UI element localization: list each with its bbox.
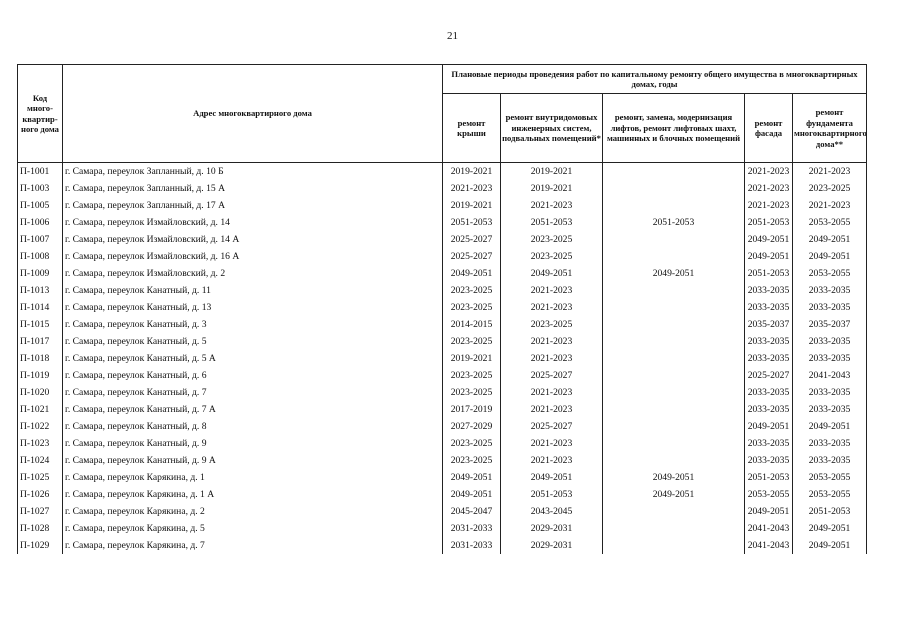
cell-engineering: 2025-2027	[501, 418, 603, 435]
cell-roof: 2019-2021	[443, 350, 501, 367]
page-number: 21	[447, 30, 458, 42]
cell-facade: 2051-2053	[745, 265, 793, 282]
cell-foundation: 2053-2055	[793, 265, 867, 282]
table-row	[18, 316, 867, 333]
cell-foundation: 2033-2035	[793, 401, 867, 418]
cell-engineering: 2023-2025	[501, 316, 603, 333]
cell-address: г. Самара, переулок Канатный, д. 9	[63, 435, 443, 452]
cell-code: П-1020	[18, 384, 63, 401]
cell-code: П-1013	[18, 282, 63, 299]
cell-address: г. Самара, переулок Измайловский, д. 2	[63, 265, 443, 282]
cell-address: г. Самара, переулок Канатный, д. 7 А	[63, 401, 443, 418]
table-row	[18, 452, 867, 469]
table-row	[18, 333, 867, 350]
cell-code: П-1001	[18, 163, 63, 181]
cell-lifts	[603, 231, 745, 248]
cell-code: П-1024	[18, 452, 63, 469]
cell-roof: 2023-2025	[443, 367, 501, 384]
cell-foundation: 2033-2035	[793, 282, 867, 299]
cell-engineering: 2029-2031	[501, 537, 603, 554]
cell-code: П-1027	[18, 503, 63, 520]
cell-foundation: 2035-2037	[793, 316, 867, 333]
cell-roof: 2025-2027	[443, 248, 501, 265]
cell-lifts: 2049-2051	[603, 486, 745, 503]
cell-code: П-1025	[18, 469, 63, 486]
cell-roof: 2031-2033	[443, 537, 501, 554]
cell-roof: 2027-2029	[443, 418, 501, 435]
cell-facade: 2041-2043	[745, 520, 793, 537]
cell-address: г. Самара, переулок Запланный, д. 15 А	[63, 180, 443, 197]
cell-roof: 2021-2023	[443, 180, 501, 197]
cell-lifts	[603, 248, 745, 265]
cell-address: г. Самара, переулок Карякина, д. 5	[63, 520, 443, 537]
table-row	[18, 350, 867, 367]
table-row	[18, 282, 867, 299]
cell-roof: 2049-2051	[443, 486, 501, 503]
table-row	[18, 520, 867, 537]
capital-repair-table	[17, 64, 867, 554]
cell-foundation: 2033-2035	[793, 350, 867, 367]
cell-code: П-1008	[18, 248, 63, 265]
cell-foundation: 2053-2055	[793, 486, 867, 503]
cell-roof: 2023-2025	[443, 299, 501, 316]
cell-facade: 2049-2051	[745, 231, 793, 248]
cell-roof: 2023-2025	[443, 333, 501, 350]
cell-facade: 2053-2055	[745, 486, 793, 503]
cell-roof: 2019-2021	[443, 197, 501, 214]
cell-engineering: 2023-2025	[501, 248, 603, 265]
cell-roof: 2049-2051	[443, 469, 501, 486]
cell-facade: 2033-2035	[745, 282, 793, 299]
table-row	[18, 537, 867, 554]
cell-lifts: 2049-2051	[603, 469, 745, 486]
cell-facade: 2021-2023	[745, 197, 793, 214]
cell-code: П-1021	[18, 401, 63, 418]
cell-foundation: 2053-2055	[793, 469, 867, 486]
cell-code: П-1015	[18, 316, 63, 333]
table-row	[18, 384, 867, 401]
cell-lifts	[603, 350, 745, 367]
table-row	[18, 265, 867, 282]
cell-facade: 2033-2035	[745, 435, 793, 452]
cell-address: г. Самара, переулок Канатный, д. 13	[63, 299, 443, 316]
cell-lifts	[603, 520, 745, 537]
table-row	[18, 214, 867, 231]
cell-address: г. Самара, переулок Карякина, д. 1 А	[63, 486, 443, 503]
cell-lifts	[603, 435, 745, 452]
cell-engineering: 2021-2023	[501, 384, 603, 401]
cell-roof: 2051-2053	[443, 214, 501, 231]
cell-lifts	[603, 180, 745, 197]
cell-address: г. Самара, переулок Карякина, д. 7	[63, 537, 443, 554]
cell-lifts	[603, 367, 745, 384]
cell-code: П-1007	[18, 231, 63, 248]
cell-engineering: 2043-2045	[501, 503, 603, 520]
cell-address: г. Самара, переулок Запланный, д. 10 Б	[63, 163, 443, 181]
cell-foundation: 2049-2051	[793, 418, 867, 435]
cell-foundation: 2021-2023	[793, 197, 867, 214]
header-lifts: ремонт, замена, модернизация лифтов, ремонт лифтовых шахт, машинных и блочных помещений	[603, 94, 745, 163]
cell-engineering: 2021-2023	[501, 401, 603, 418]
cell-address: г. Самара, переулок Канатный, д. 11	[63, 282, 443, 299]
cell-code: П-1018	[18, 350, 63, 367]
cell-engineering: 2051-2053	[501, 214, 603, 231]
cell-foundation: 2049-2051	[793, 231, 867, 248]
cell-facade: 2033-2035	[745, 299, 793, 316]
cell-facade: 2035-2037	[745, 316, 793, 333]
cell-roof: 2045-2047	[443, 503, 501, 520]
table-row	[18, 435, 867, 452]
table-row	[18, 248, 867, 265]
table-row	[18, 469, 867, 486]
cell-roof: 2023-2025	[443, 384, 501, 401]
cell-address: г. Самара, переулок Канатный, д. 9 А	[63, 452, 443, 469]
cell-facade: 2033-2035	[745, 452, 793, 469]
cell-code: П-1009	[18, 265, 63, 282]
cell-engineering: 2019-2021	[501, 180, 603, 197]
cell-foundation: 2033-2035	[793, 435, 867, 452]
cell-foundation: 2041-2043	[793, 367, 867, 384]
cell-facade: 2049-2051	[745, 248, 793, 265]
cell-foundation: 2033-2035	[793, 452, 867, 469]
cell-address: г. Самара, переулок Канатный, д. 7	[63, 384, 443, 401]
cell-lifts	[603, 537, 745, 554]
cell-roof: 2023-2025	[443, 452, 501, 469]
table-row	[18, 197, 867, 214]
cell-engineering: 2025-2027	[501, 367, 603, 384]
table-row	[18, 299, 867, 316]
cell-code: П-1022	[18, 418, 63, 435]
cell-roof: 2025-2027	[443, 231, 501, 248]
cell-engineering: 2021-2023	[501, 435, 603, 452]
cell-code: П-1014	[18, 299, 63, 316]
cell-code: П-1026	[18, 486, 63, 503]
cell-facade: 2021-2023	[745, 180, 793, 197]
table-header	[18, 65, 867, 163]
cell-roof: 2019-2021	[443, 163, 501, 181]
cell-foundation: 2023-2025	[793, 180, 867, 197]
cell-code: П-1006	[18, 214, 63, 231]
cell-lifts	[603, 418, 745, 435]
cell-address: г. Самара, переулок Канатный, д. 6	[63, 367, 443, 384]
cell-engineering: 2021-2023	[501, 197, 603, 214]
table-row	[18, 401, 867, 418]
table-row	[18, 231, 867, 248]
cell-roof: 2023-2025	[443, 282, 501, 299]
cell-engineering: 2049-2051	[501, 265, 603, 282]
cell-facade: 2033-2035	[745, 384, 793, 401]
cell-roof: 2014-2015	[443, 316, 501, 333]
cell-roof: 2017-2019	[443, 401, 501, 418]
cell-facade: 2049-2051	[745, 418, 793, 435]
table-row	[18, 486, 867, 503]
cell-foundation: 2051-2053	[793, 503, 867, 520]
cell-address: г. Самара, переулок Канатный, д. 8	[63, 418, 443, 435]
cell-code: П-1005	[18, 197, 63, 214]
cell-engineering: 2029-2031	[501, 520, 603, 537]
header-roof: ремонт крыши	[443, 94, 501, 163]
cell-foundation: 2033-2035	[793, 333, 867, 350]
cell-address: г. Самара, переулок Канатный, д. 5	[63, 333, 443, 350]
cell-engineering: 2021-2023	[501, 333, 603, 350]
cell-engineering: 2023-2025	[501, 231, 603, 248]
table-row	[18, 503, 867, 520]
header-address: Адрес многоквартирного дома	[63, 65, 443, 163]
cell-engineering: 2021-2023	[501, 299, 603, 316]
cell-lifts	[603, 197, 745, 214]
header-code: Код много-квартир-ного дома	[18, 65, 63, 163]
cell-foundation: 2049-2051	[793, 520, 867, 537]
cell-address: г. Самара, переулок Измайловский, д. 14 А	[63, 231, 443, 248]
cell-foundation: 2053-2055	[793, 214, 867, 231]
cell-address: г. Самара, переулок Канатный, д. 5 А	[63, 350, 443, 367]
cell-address: г. Самара, переулок Карякина, д. 1	[63, 469, 443, 486]
table-row	[18, 180, 867, 197]
table-body	[18, 163, 867, 555]
cell-facade: 2025-2027	[745, 367, 793, 384]
table-row	[18, 367, 867, 384]
table-row	[18, 163, 867, 181]
cell-facade: 2033-2035	[745, 401, 793, 418]
cell-lifts	[603, 503, 745, 520]
cell-lifts	[603, 282, 745, 299]
cell-code: П-1029	[18, 537, 63, 554]
cell-code: П-1003	[18, 180, 63, 197]
cell-engineering: 2019-2021	[501, 163, 603, 181]
cell-foundation: 2021-2023	[793, 163, 867, 181]
cell-address: г. Самара, переулок Канатный, д. 3	[63, 316, 443, 333]
cell-code: П-1028	[18, 520, 63, 537]
cell-engineering: 2021-2023	[501, 452, 603, 469]
cell-lifts	[603, 163, 745, 181]
header-foundation: ремонт фундамента многоквартирного дома**	[793, 94, 867, 163]
cell-lifts	[603, 299, 745, 316]
cell-foundation: 2049-2051	[793, 248, 867, 265]
cell-foundation: 2033-2035	[793, 299, 867, 316]
cell-code: П-1023	[18, 435, 63, 452]
cell-address: г. Самара, переулок Измайловский, д. 14	[63, 214, 443, 231]
cell-lifts: 2049-2051	[603, 265, 745, 282]
cell-engineering: 2021-2023	[501, 350, 603, 367]
header-engineering: ремонт внутридомовых инженерных систем, подвальных помещений*	[501, 94, 603, 163]
cell-lifts	[603, 401, 745, 418]
cell-address: г. Самара, переулок Карякина, д. 2	[63, 503, 443, 520]
cell-facade: 2041-2043	[745, 537, 793, 554]
cell-address: г. Самара, переулок Измайловский, д. 16 А	[63, 248, 443, 265]
cell-lifts: 2051-2053	[603, 214, 745, 231]
cell-roof: 2023-2025	[443, 435, 501, 452]
cell-code: П-1017	[18, 333, 63, 350]
cell-engineering: 2049-2051	[501, 469, 603, 486]
cell-lifts	[603, 452, 745, 469]
cell-engineering: 2021-2023	[501, 282, 603, 299]
cell-lifts	[603, 384, 745, 401]
table-row	[18, 418, 867, 435]
cell-foundation: 2033-2035	[793, 384, 867, 401]
cell-facade: 2051-2053	[745, 214, 793, 231]
cell-code: П-1019	[18, 367, 63, 384]
header-planned-periods: Плановые периоды проведения работ по капитальному ремонту общего имущества в многоквартирных домах, годы	[443, 65, 867, 94]
cell-facade: 2049-2051	[745, 503, 793, 520]
cell-engineering: 2051-2053	[501, 486, 603, 503]
cell-lifts	[603, 333, 745, 350]
cell-foundation: 2049-2051	[793, 537, 867, 554]
cell-address: г. Самара, переулок Запланный, д. 17 А	[63, 197, 443, 214]
cell-facade: 2021-2023	[745, 163, 793, 181]
cell-facade: 2051-2053	[745, 469, 793, 486]
cell-lifts	[603, 316, 745, 333]
cell-facade: 2033-2035	[745, 350, 793, 367]
cell-facade: 2033-2035	[745, 333, 793, 350]
header-facade: ремонт фасада	[745, 94, 793, 163]
cell-roof: 2049-2051	[443, 265, 501, 282]
cell-roof: 2031-2033	[443, 520, 501, 537]
